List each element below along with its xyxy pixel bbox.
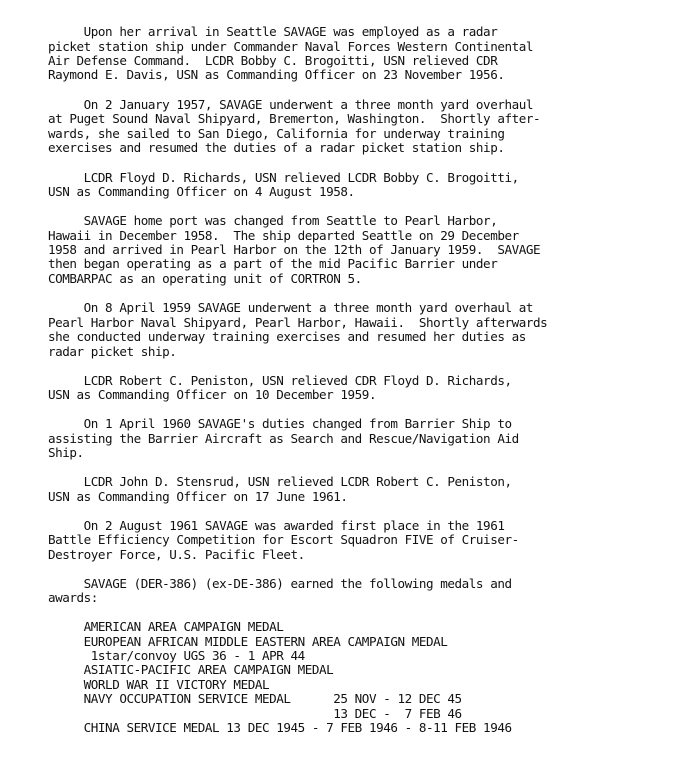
text-line: Air Defense Command. LCDR Bobby C. Brogoitti, USN relieved CDR	[48, 53, 498, 68]
text-line: radar picket ship.	[48, 344, 177, 359]
text-line: at Puget Sound Naval Shipyard, Bremerton, Washington. Shortly after-	[48, 111, 541, 126]
text-line: awards:	[48, 590, 98, 605]
text-line: USN as Commanding Officer on 4 August 1958.	[48, 184, 355, 199]
text-line: Destroyer Force, U.S. Pacific Fleet.	[48, 547, 305, 562]
text-line: Raymond E. Davis, USN as Commanding Officer on 23 November 1956.	[48, 67, 505, 82]
award-line: WORLD WAR II VICTORY MEDAL	[48, 677, 270, 692]
award-line: EUROPEAN AFRICAN MIDDLE EASTERN AREA CAMPAIGN MEDAL	[48, 634, 448, 649]
text-line: COMBARPAC as an operating unit of CORTRON 5.	[48, 271, 362, 286]
text-line: USN as Commanding Officer on 10 December 1959.	[48, 387, 377, 402]
text-line: LCDR Robert C. Peniston, USN relieved CDR Floyd D. Richards,	[48, 373, 512, 388]
text-line: Pearl Harbor Naval Shipyard, Pearl Harbor, Hawaii. Shortly afterwards	[48, 315, 548, 330]
text-line: exercises and resumed the duties of a radar picket station ship.	[48, 140, 505, 155]
text-line: On 2 August 1961 SAVAGE was awarded first place in the 1961	[48, 518, 505, 533]
text-line: On 8 April 1959 SAVAGE underwent a three month yard overhaul at	[48, 300, 533, 315]
text-line: Ship.	[48, 445, 84, 460]
text-line: SAVAGE (DER-386) (ex-DE-386) earned the following medals and	[48, 576, 512, 591]
text-line: On 1 April 1960 SAVAGE's duties changed from Barrier Ship to	[48, 416, 512, 431]
text-line: SAVAGE home port was changed from Seattle to Pearl Harbor,	[48, 213, 498, 228]
award-line: ASIATIC-PACIFIC AREA CAMPAIGN MEDAL	[48, 662, 334, 677]
text-line: assisting the Barrier Aircraft as Search and Rescue/Navigation Aid	[48, 431, 519, 446]
text-line: she conducted underway training exercises and resumed her duties as	[48, 329, 526, 344]
text-line: wards, she sailed to San Diego, California for underway training	[48, 126, 505, 141]
text-line: On 2 January 1957, SAVAGE underwent a three month yard overhaul	[48, 97, 533, 112]
text-line: then began operating as a part of the mid Pacific Barrier under	[48, 256, 498, 271]
award-line: 1star/convoy UGS 36 - 1 APR 44	[48, 648, 305, 663]
text-line: Battle Efficiency Competition for Escort Squadron FIVE of Cruiser-	[48, 532, 519, 547]
award-line: AMERICAN AREA CAMPAIGN MEDAL	[48, 619, 284, 634]
text-line: LCDR Floyd D. Richards, USN relieved LCDR Bobby C. Brogoitti,	[48, 170, 519, 185]
text-line: Upon her arrival in Seattle SAVAGE was employed as a radar	[48, 24, 498, 39]
text-line: LCDR John D. Stensrud, USN relieved LCDR Robert C. Peniston,	[48, 474, 512, 489]
text-line: Hawaii in December 1958. The ship departed Seattle on 29 December	[48, 228, 519, 243]
text-line: USN as Commanding Officer on 17 June 1961.	[48, 489, 348, 504]
award-line: 13 DEC - 7 FEB 46	[48, 706, 462, 721]
text-line: picket station ship under Commander Naval Forces Western Continental	[48, 39, 533, 54]
award-line: CHINA SERVICE MEDAL 13 DEC 1945 - 7 FEB 1946 - 8-11 FEB 1946	[48, 720, 512, 735]
award-line: NAVY OCCUPATION SERVICE MEDAL 25 NOV - 12 DEC 45	[48, 691, 462, 706]
text-line: 1958 and arrived in Pearl Harbor on the 12th of January 1959. SAVAGE	[48, 242, 541, 257]
